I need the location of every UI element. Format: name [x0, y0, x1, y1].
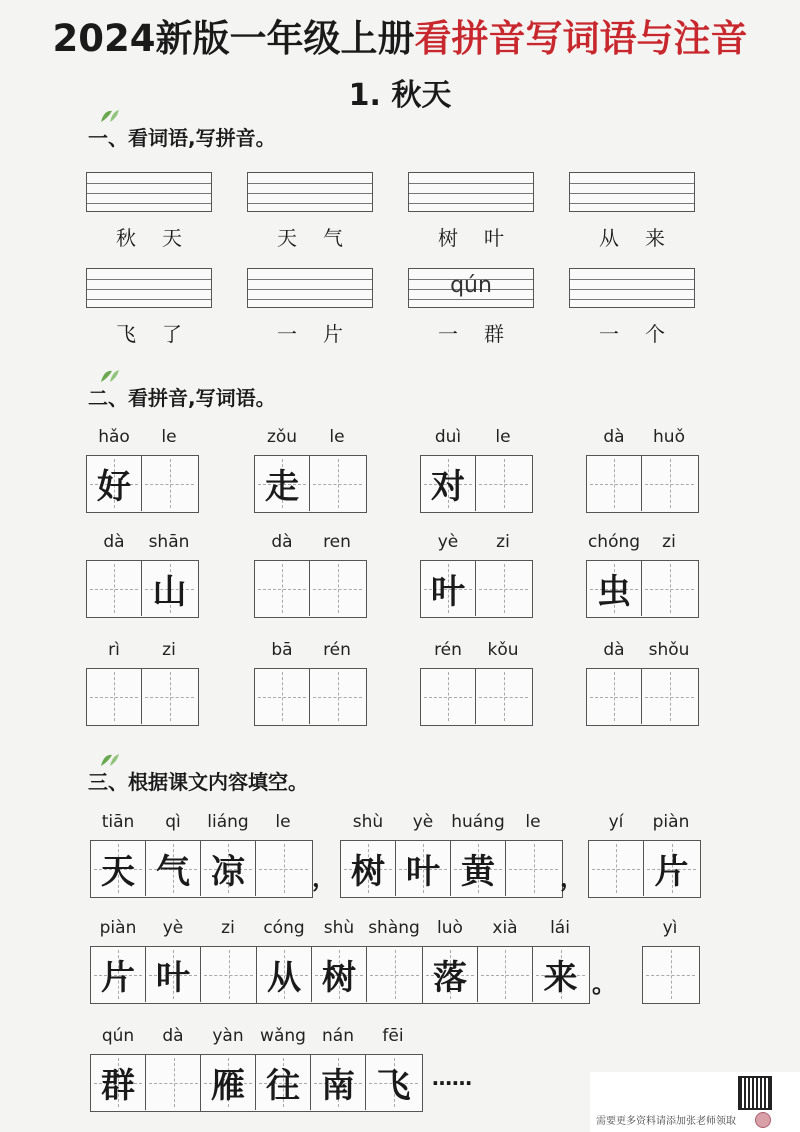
footer-banner	[590, 1072, 800, 1132]
char-cell[interactable]	[587, 669, 642, 724]
writing-line	[87, 299, 211, 300]
pinyin-writing-box[interactable]	[86, 268, 212, 308]
pinyin-label: nán	[322, 1026, 354, 1046]
pinyin-label: dà	[103, 532, 125, 552]
pinyin-label: zi	[162, 640, 176, 660]
char-cell[interactable]	[423, 947, 478, 1002]
writing-line	[570, 289, 694, 290]
pinyin-label: cóng	[263, 918, 305, 938]
pinyin-label: qún	[101, 1026, 135, 1046]
char-answer: 群	[101, 1066, 135, 1106]
char-answer: 黄	[461, 852, 495, 892]
pinyin-writing-box[interactable]	[569, 172, 695, 212]
char-cell[interactable]	[256, 1055, 311, 1110]
char-cell[interactable]	[255, 669, 310, 724]
pinyin-label: bā	[271, 640, 293, 660]
word-label: 树叶	[438, 226, 530, 250]
tianzige-grid	[90, 946, 258, 1004]
char-answer: 对	[431, 467, 465, 507]
char-cell[interactable]	[142, 561, 197, 616]
pinyin-label: huǒ	[653, 427, 685, 447]
char-cell[interactable]	[310, 669, 365, 724]
char-answer: 叶	[156, 958, 190, 998]
writing-line	[409, 299, 533, 300]
char-answer: 树	[351, 852, 385, 892]
char-answer: 南	[321, 1066, 355, 1106]
section-3-heading: 三、根据课文内容填空。	[88, 770, 308, 794]
pinyin-label: xià	[492, 918, 518, 938]
word-label: 一群	[438, 322, 530, 346]
pinyin-label: shǒu	[648, 640, 690, 660]
pinyin-label: dà	[271, 532, 293, 552]
char-cell[interactable]	[256, 841, 311, 896]
word-label: 天气	[277, 226, 369, 250]
char-cell[interactable]	[257, 947, 312, 1002]
pinyin-label: zi	[221, 918, 235, 938]
title-red: 看拼音写词语与注音	[414, 17, 748, 60]
punctuation-comma: ，	[560, 864, 584, 892]
char-answer: 雁	[211, 1066, 245, 1106]
tianzige-grid	[422, 946, 590, 1004]
char-cell[interactable]	[201, 1055, 256, 1110]
word-label: 飞了	[116, 322, 208, 346]
pinyin-label: lái	[550, 918, 570, 938]
char-cell[interactable]	[478, 947, 533, 1002]
writing-line	[570, 183, 694, 184]
char-cell[interactable]	[642, 456, 697, 511]
tianzige-grid	[642, 946, 700, 1004]
char-answer: 来	[543, 958, 578, 998]
tianzige-grid	[256, 946, 424, 1004]
pinyin-label: shù	[352, 812, 384, 832]
pinyin-label: wǎng	[260, 1026, 306, 1046]
char-cell[interactable]	[587, 561, 642, 616]
writing-line	[87, 203, 211, 204]
char-cell[interactable]	[533, 947, 588, 1002]
pinyin-label: rén	[323, 640, 351, 660]
char-answer: 走	[265, 467, 299, 507]
pinyin-label: shù	[323, 918, 355, 938]
char-answer: 树	[322, 958, 356, 998]
pinyin-label: dà	[162, 1026, 184, 1046]
word-label: 从来	[599, 226, 691, 250]
pinyin-label: piàn	[652, 812, 690, 832]
char-cell[interactable]	[87, 669, 142, 724]
char-answer: 飞	[376, 1066, 411, 1106]
char-answer: 气	[156, 852, 190, 892]
pinyin-label: yì	[662, 918, 678, 938]
pinyin-answer: qún	[450, 273, 492, 298]
char-answer: 好	[97, 467, 131, 507]
char-answer: 叶	[406, 852, 440, 892]
pinyin-label: le	[329, 427, 345, 447]
pinyin-label: hǎo	[98, 427, 130, 447]
char-cell[interactable]	[506, 841, 561, 896]
char-answer: 山	[152, 572, 187, 612]
writing-line	[87, 183, 211, 184]
char-answer: 往	[266, 1066, 300, 1106]
word-label: 秋天	[116, 226, 208, 250]
pinyin-writing-box[interactable]	[408, 268, 534, 308]
pinyin-label: le	[525, 812, 541, 832]
char-cell[interactable]	[644, 841, 699, 896]
char-cell[interactable]	[146, 1055, 201, 1110]
pinyin-label: yàn	[212, 1026, 244, 1046]
title-black: 2024新版一年级上册	[52, 17, 415, 60]
char-cell[interactable]	[589, 841, 644, 896]
tianzige-grid	[420, 455, 533, 513]
char-cell[interactable]	[311, 1055, 366, 1110]
punctuation-period: 。	[592, 970, 616, 998]
tianzige-grid	[586, 455, 699, 513]
pinyin-label: rén	[434, 640, 462, 660]
footer-text: 需要更多资料请添加张老师领取	[596, 1116, 736, 1127]
tianzige-grid	[586, 668, 699, 726]
char-cell[interactable]	[642, 669, 697, 724]
char-cell[interactable]	[421, 669, 476, 724]
tianzige-grid	[86, 560, 199, 618]
char-cell[interactable]	[421, 561, 476, 616]
pinyin-label: zi	[662, 532, 676, 552]
char-cell[interactable]	[91, 1055, 146, 1110]
writing-line	[409, 193, 533, 194]
char-cell[interactable]	[366, 1055, 421, 1110]
char-answer: 凉	[211, 852, 245, 892]
char-cell[interactable]	[87, 456, 142, 511]
pinyin-label: yè	[437, 532, 459, 552]
char-answer: 叶	[431, 572, 465, 612]
char-cell[interactable]	[255, 561, 310, 616]
lesson-title: 1. 秋天	[348, 78, 452, 113]
pinyin-label: le	[161, 427, 177, 447]
char-cell[interactable]	[146, 947, 201, 1002]
pinyin-writing-box[interactable]	[247, 268, 373, 308]
writing-line	[87, 279, 211, 280]
tianzige-grid	[420, 560, 533, 618]
char-cell[interactable]	[310, 456, 365, 511]
char-cell[interactable]	[312, 947, 367, 1002]
writing-line	[248, 289, 372, 290]
pinyin-label: dà	[603, 427, 625, 447]
pinyin-label: shān	[148, 532, 190, 552]
punctuation-comma: ，	[312, 864, 336, 892]
writing-line	[248, 203, 372, 204]
char-cell[interactable]	[396, 841, 451, 896]
tianzige-grid	[586, 560, 699, 618]
char-cell[interactable]	[142, 669, 197, 724]
pinyin-label: le	[275, 812, 291, 832]
pinyin-label: shàng	[368, 918, 420, 938]
pinyin-label: yí	[608, 812, 624, 832]
char-cell[interactable]	[642, 561, 697, 616]
char-cell[interactable]	[201, 841, 256, 896]
avatar	[755, 1112, 771, 1128]
pinyin-label: rì	[108, 640, 120, 660]
section-2-heading: 二、看拼音,写词语。	[88, 386, 276, 410]
pinyin-label: dà	[603, 640, 625, 660]
tianzige-grid	[420, 668, 533, 726]
pinyin-label: piàn	[99, 918, 137, 938]
tianzige-grid	[200, 1054, 423, 1112]
char-cell[interactable]	[91, 947, 146, 1002]
char-cell[interactable]	[87, 561, 142, 616]
writing-line	[248, 193, 372, 194]
char-answer: 虫	[597, 572, 631, 612]
pinyin-label: tiān	[101, 812, 135, 832]
char-cell[interactable]	[91, 841, 146, 896]
writing-line	[248, 183, 372, 184]
pinyin-label: ren	[323, 532, 351, 552]
tianzige-grid	[254, 668, 367, 726]
tianzige-grid	[90, 840, 313, 898]
pinyin-label: yè	[412, 812, 434, 832]
char-answer: 天	[101, 852, 135, 892]
tianzige-grid	[340, 840, 563, 898]
char-answer: 片	[101, 958, 135, 998]
pinyin-label: le	[495, 427, 511, 447]
char-cell[interactable]	[146, 841, 201, 896]
pinyin-writing-box[interactable]	[408, 172, 534, 212]
writing-line	[570, 193, 694, 194]
pinyin-writing-box[interactable]	[86, 172, 212, 212]
char-cell[interactable]	[476, 669, 531, 724]
char-cell[interactable]	[643, 947, 698, 1002]
pinyin-label: fēi	[382, 1026, 404, 1046]
qr-code-icon	[738, 1076, 772, 1110]
pinyin-label: chóng	[587, 532, 641, 552]
char-cell[interactable]	[255, 456, 310, 511]
tianzige-grid	[86, 455, 199, 513]
tianzige-grid	[588, 840, 701, 898]
char-cell[interactable]	[476, 561, 531, 616]
char-cell[interactable]	[367, 947, 422, 1002]
writing-line	[570, 299, 694, 300]
writing-line	[409, 203, 533, 204]
char-answer: 从	[267, 958, 301, 998]
pinyin-label: liáng	[207, 812, 249, 832]
pinyin-label: qì	[165, 812, 181, 832]
section-1-heading: 一、看词语,写拼音。	[88, 126, 276, 150]
char-cell[interactable]	[476, 456, 531, 511]
pinyin-label: yè	[162, 918, 184, 938]
tianzige-grid	[254, 455, 367, 513]
char-cell[interactable]	[341, 841, 396, 896]
char-cell[interactable]	[310, 561, 365, 616]
char-answer: 片	[654, 852, 689, 892]
tianzige-grid	[86, 668, 199, 726]
tianzige-grid	[254, 560, 367, 618]
pinyin-label: zi	[496, 532, 510, 552]
char-cell[interactable]	[451, 841, 506, 896]
pinyin-label: huáng	[451, 812, 505, 832]
writing-line	[409, 183, 533, 184]
pinyin-label: luò	[437, 918, 463, 938]
writing-line	[87, 289, 211, 290]
word-label: 一片	[277, 322, 369, 346]
pinyin-writing-box[interactable]	[247, 172, 373, 212]
writing-line	[248, 299, 372, 300]
page-title	[0, 8, 800, 62]
char-cell[interactable]	[587, 456, 642, 511]
writing-line	[570, 279, 694, 280]
ellipsis: ……	[432, 1066, 472, 1090]
char-cell[interactable]	[421, 456, 476, 511]
writing-line	[248, 279, 372, 280]
char-cell[interactable]	[142, 456, 197, 511]
tianzige-grid	[90, 1054, 203, 1112]
pinyin-label: zǒu	[266, 427, 298, 447]
writing-line	[87, 193, 211, 194]
char-cell[interactable]	[201, 947, 256, 1002]
pinyin-label: kǒu	[487, 640, 519, 660]
pinyin-writing-box[interactable]	[569, 268, 695, 308]
char-answer: 落	[433, 958, 467, 998]
pinyin-label: duì	[434, 427, 462, 447]
word-label: 一个	[599, 322, 691, 346]
writing-line	[570, 203, 694, 204]
